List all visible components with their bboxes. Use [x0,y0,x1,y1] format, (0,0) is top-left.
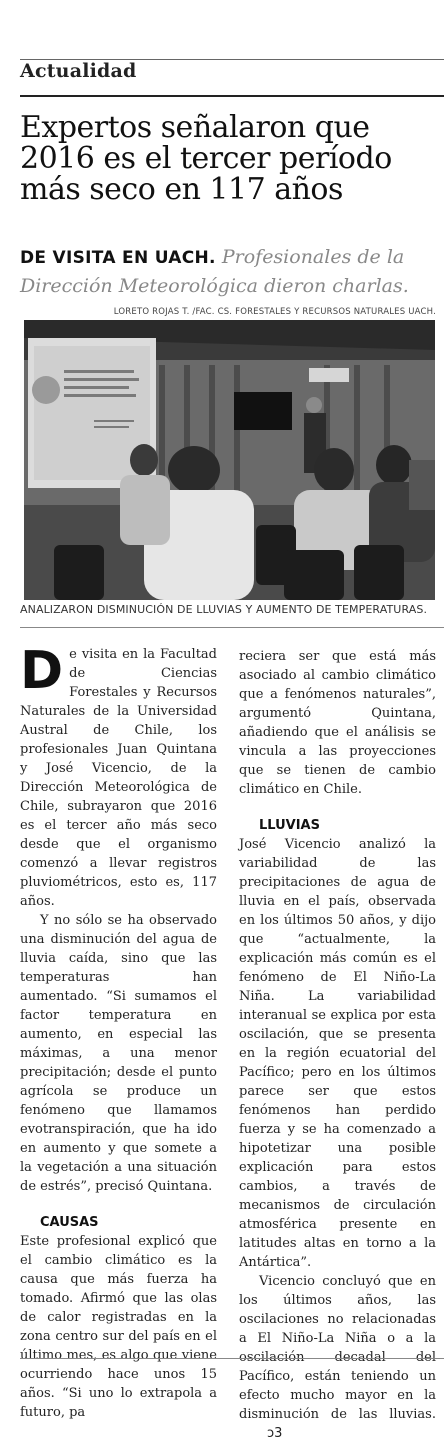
paragraph-4: José Vicencio analizó la variabilidad de las precipitaciones de agua de lluvia en el país, observada en los últimos 50 años, y dijo que “actualmente, la explicación más común es el fenómeno de El Niño-La Niña. La variabilidad interanual se explica por esta oscilación, que se presenta en la región ecuatorial del Pacífico; pero en los últimos parece ser que estos fenómenos han perdido fuerza y se ha comenzado a hipotetizar una posible explicación para estos cambios, a través de mecanismos de circulación atmosférica presente en latitudes altas en torno a la Antártica”. [239,837,436,1270]
paragraph-3: Este profesional explicó que el cambio climático es la causa que más fuerza ha tomado. Afirmó que las olas de calor registradas en la zona centro sur del país en el último mes, es algo que viene ocurriendo hace unos 15 años. “Si uno lo extrapola a futuro, pa [20,1234,217,1420]
photo-caption: ANALIZARON DISMINUCIÓN DE LLUVIAS Y AUMENTO DE TEMPERATURAS. [20,603,428,616]
paragraph-1: De visita en la Facultad de Ciencias Forestales y Recursos Naturales de la Universidad Austral de Chile, los profesionales Juan Quintana y José Vicencio, de la Dirección Meteorológica de Chile, subrayaron que 2016 es el tercer año más seco desde que el organismo comenzó a llevar registros pluviométricos, esto es, 117 años. [20,641,217,909]
body-column-1 [20,641,217,1422]
end-mark-icon: ↄ3 [267,1426,283,1441]
deck [20,243,440,300]
subhead-causas: CAUSAS [40,1215,99,1230]
article-photo [24,320,435,600]
drop-cap: D [20,641,64,701]
paragraph-2: Y no sólo se ha observado una disminución del agua de lluvia caída, sino que las temperaturas han aumentado. “Si sumamos el factor temperatura en aumento, en especial las máximas, a una menor precipitación; desde el punto agrícola se produce un fenómeno que llamamos evotranspiración, que ha ido en aumento y que somete a la vegetación a una situación de estrés”, precisó Quintana. [20,913,217,1194]
headline: Expertos señalaron que 2016 es el tercer período más seco en 117 años [20,110,392,207]
section-label: Actualidad [20,60,137,82]
photo-illustration [24,320,435,600]
paragraph-5: Vicencio concluyó que en los últimos años, las oscilaciones no relacionadas a El Niño-La Niña o a la oscilación decadal del Pacífico, están teniendo un efecto mucho mayor en la disminución de las lluvias.ↄ3 [239,1274,436,1441]
paragraph-3-cont: reciera ser que está más asociado al cambio climático que a fenómenos naturales”, argumentó Quintana, añadiendo que el análisis se vincula a las proyecciones que se tienen de cambio climático en Chile. [239,649,436,797]
deck-lead: DE VISITA EN UACH. [20,248,216,268]
subhead-lluvias: LLUVIAS [259,818,320,833]
section-rule [20,95,444,97]
body-column-2 [239,647,436,1443]
deck-text: Profesionales de la Dirección Meteorológica dieron charlas. [20,246,409,297]
caption-rule [20,627,444,628]
bottom-rule [20,1358,444,1359]
photo-credit: LORETO ROJAS T. /FAC. CS. FORESTALES Y RECURSOS NATURALES UACH. [113,307,436,317]
